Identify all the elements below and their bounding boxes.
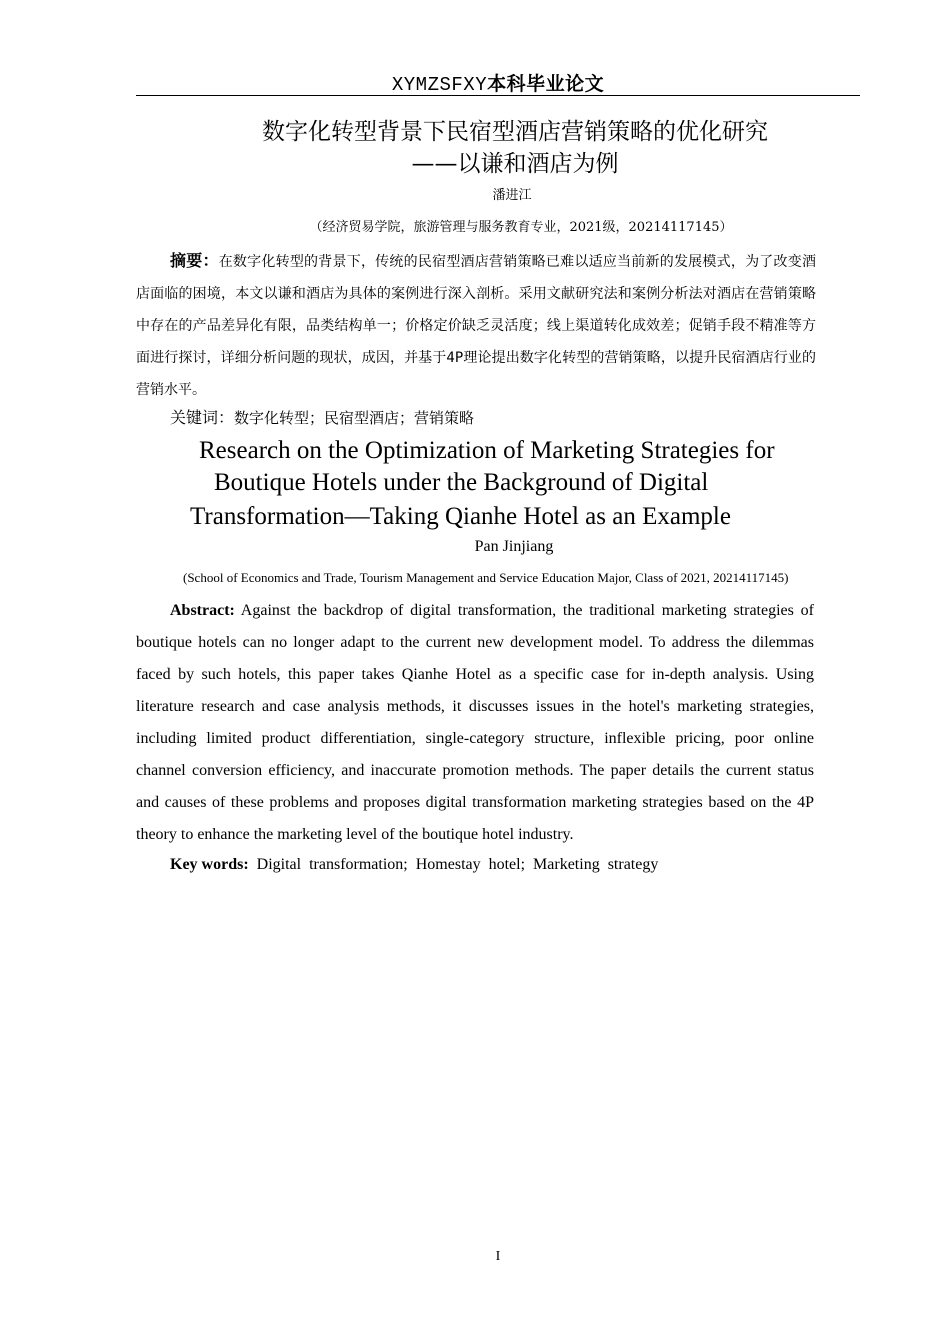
running-header [136, 70, 860, 96]
english-title-line2: Boutique Hotels under the Background of Digital [214, 469, 709, 496]
english-abstract-text: Against the backdrop of digital transformation, the traditional marketing strategies of boutique hotels can no longer adapt to the current new development model. To address the dilemmas faced by such hotels, this paper takes Qianhe Hotel as a specific case for in-depth analysis. Using literature research and case analysis methods, it discusses issues in the hotel's marketing strategies, including limited product differentiation, single-category structure, inflexible pricing, poor online channel conversion efficiency, and inaccurate promotion methods. The paper details the current status and causes of these problems and proposes digital transformation marketing strategies based on the 4P theory to enhance the marketing level of the boutique hotel industry. [136, 602, 814, 843]
chinese-keywords [170, 405, 474, 431]
english-keywords [170, 851, 658, 879]
english-affiliation: (School of Economics and Trade, Tourism Management and Service Education Major, Class of 2021, 20214117145) [183, 570, 789, 585]
chinese-abstract [136, 245, 816, 406]
english-abstract-label: Abstract: [170, 602, 235, 619]
english-title-line3: Transformation—Taking Qianhe Hotel as an Example [190, 503, 731, 530]
chinese-keywords-text: 数字化转型；民宿型酒店；营销策略 [234, 409, 475, 427]
header-code: XYMZSFXY [391, 74, 488, 96]
english-author: Pan Jinjiang [474, 538, 554, 555]
chinese-title-line2: ——以谦和酒店为例 [411, 151, 619, 177]
chinese-abstract-label: 摘要： [170, 251, 219, 270]
header-thesis-label: 本科毕业论文 [487, 73, 605, 95]
chinese-title-line1: 数字化转型背景下民宿型酒店营销策略的优化研究 [262, 119, 768, 145]
chinese-affiliation: （经济贸易学院，旅游管理与服务教育专业，2021级，20214117145） [309, 220, 733, 235]
chinese-author: 潘进江 [492, 188, 532, 203]
chinese-abstract-text: 在数字化转型的背景下，传统的民宿型酒店营销策略已难以适应当前新的发展模式，为了改变酒店面临的困境，本文以谦和酒店为具体的案例进行深入剖析。采用文献研究法和案例分析法对酒店在营销策略中存在的产品差异化有限，品类结构单一；价格定价缺乏灵活度；线上渠道转化成效差；促销手段不精准等方面进行探讨，详细分析问题的现状，成因，并基于4P理论提出数字化转型的营销策略，以提升民宿酒店行业的营销水平。 [136, 254, 816, 398]
english-abstract [136, 595, 814, 851]
english-keywords-label: Key words: [170, 856, 249, 873]
chinese-keywords-label: 关键词： [170, 408, 235, 427]
english-title-line1: Research on the Optimization of Marketing Strategies for [199, 437, 775, 464]
page-number: I [495, 1249, 501, 1264]
english-keywords-text: Digital transformation; Homestay hotel; Marketing strategy [248, 856, 659, 873]
